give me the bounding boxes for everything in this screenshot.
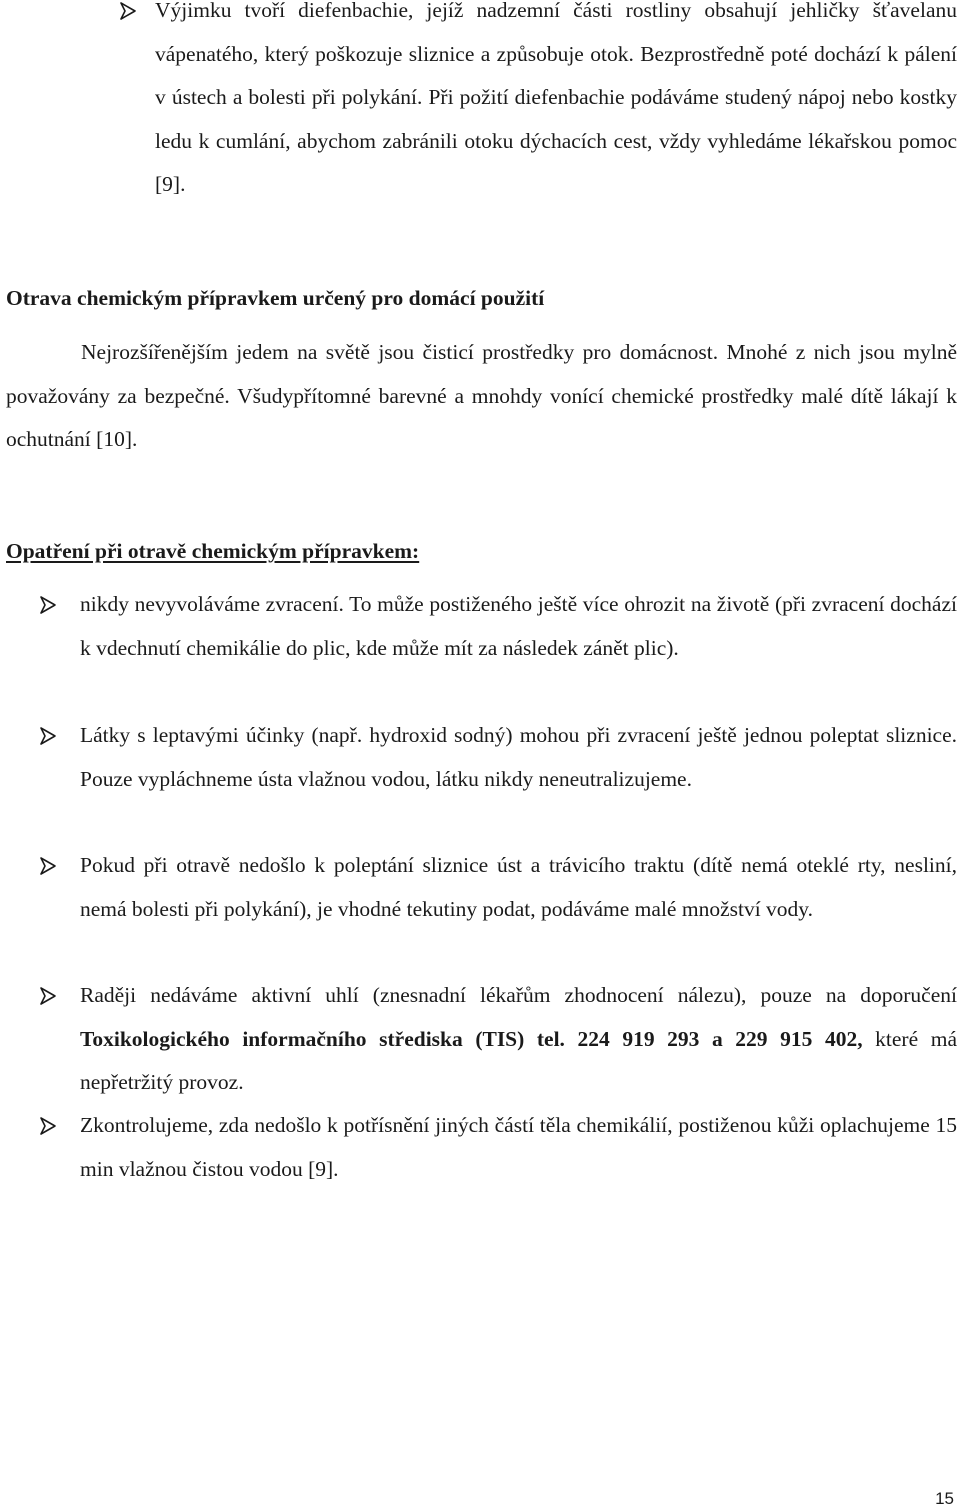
measures-heading: Opatření při otravě chemickým přípravkem: xyxy=(6,539,420,563)
measure-item-text: Zkontrolujeme, zda nedošlo k potřísnění jiných částí těla chemikálií, postiženou kůži oplachujeme 15 min vlažnou čistou vodou [9]. xyxy=(80,1113,957,1181)
arrowhead-bullet-icon xyxy=(38,986,58,1006)
arrowhead-bullet-icon xyxy=(38,595,58,615)
arrowhead-bullet-icon xyxy=(38,1116,58,1136)
intro-bullet-text: Výjimku tvoří diefenbachie, jejíž nadzemní části rostliny obsahují jehličky šťavelanu vápenatého, který poškozuje sliznice a způsobuje otok. Bezprostředně poté dochází k pálení v ústech a bolesti při polykání. Při požití diefenbachie podáváme studený nápoj nebo kostky ledu k cumlání, abychom zabránili otoku dýchacích cest, vždy vyhledáme lékařskou pomoc [9]. xyxy=(155,0,957,196)
section-paragraph: Nejrozšířenějším jedem na světě jsou čisticí prostředky pro domácnost. Mnohé z nich jsou mylně považovány za bezpečné. Všudypřítomné barevné a mnohdy vonící chemické prostředky malé dítě lákají k ochutnání [10]. xyxy=(6,340,957,451)
page-number: 15 xyxy=(935,1489,954,1508)
tis-contact-bold: Toxikologického informačního střediska (TIS) tel. 224 919 293 a 229 915 402, xyxy=(80,1026,863,1051)
measure-item-text xyxy=(80,974,957,1105)
measure-item-text: Pokud při otravě nedošlo k poleptání sliznice úst a trávicího traktu (dítě nemá oteklé rty, nesliní, nemá bolesti při polykání), je vhodné tekutiny podat, podáváme malé množství vody. xyxy=(80,853,957,921)
measure-text-after: které má nepřetržitý provoz. xyxy=(80,1026,957,1094)
section-heading: Otrava chemickým přípravkem určený pro domácí použití xyxy=(6,286,545,310)
measure-item-text: Látky s leptavými účinky (např. hydroxid sodný) mohou při zvracení ještě jednou poleptat sliznice. Pouze vypláchneme ústa vlažnou vodou, látku nikdy neneutralizujeme. xyxy=(80,723,957,791)
arrowhead-bullet-icon xyxy=(38,726,58,746)
measure-item-text: nikdy nevyvoláváme zvracení. To může postiženého ještě více ohrozit na životě (při zvracení dochází k vdechnutí chemikálie do plic, kde může mít za následek zánět plic). xyxy=(80,592,957,660)
measure-text-before: Raději nedáváme aktivní uhlí (znesnadní lékařům zhodnocení nálezu), pouze na doporučení xyxy=(80,983,957,1007)
arrowhead-bullet-icon xyxy=(118,1,138,21)
arrowhead-bullet-icon xyxy=(38,856,58,876)
